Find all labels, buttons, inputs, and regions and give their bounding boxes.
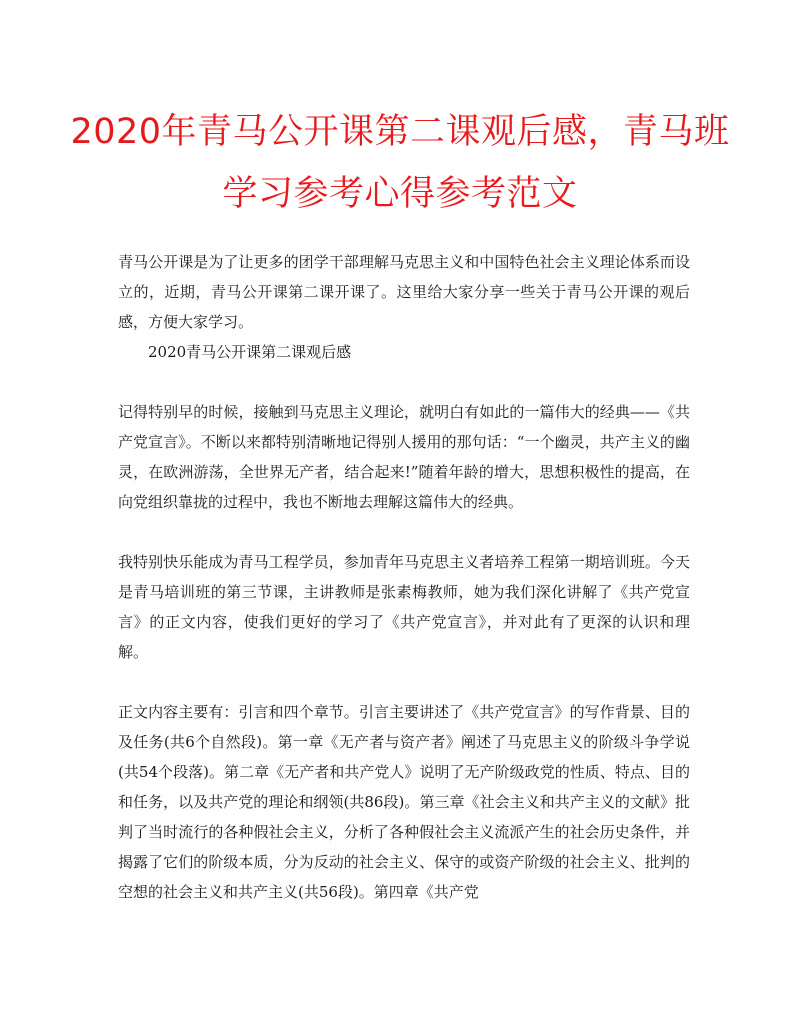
paragraph-intro: 青马公开课是为了让更多的团学干部理解马克思主义和中国特色社会主义理论体系而设立的，近期，青马公开课第二课开课了。这里给大家分享一些关于青马公开课的观后感，方便大家学习。 xyxy=(118,253,690,331)
paragraph-1: 记得特别早的时候，接触到马克思主义理论，就明白有如此的一篇伟大的经典——《共产党宣言》。不断以来都特别清晰地记得别人援用的那句话：“一个幽灵，共产主义的幽灵，在欧洲游荡，全世界无产者，结合起来!”随着年龄的增大，思想积极性的提高，在向党组织靠拢的过程中，我也不断地去理解这篇伟大的经典。 xyxy=(118,403,690,511)
document-body xyxy=(118,247,690,907)
paragraph-gap xyxy=(118,367,690,397)
paragraph-2: 我特别快乐能成为青马工程学员，参加青年马克思主义者培养工程第一期培训班。今天是青马培训班的第三节课，主讲教师是张素梅教师，她为我们深化讲解了《共产党宣言》的正文内容，使我们更好的学习了《共产党宣言》，并对此有了更深的认识和理解。 xyxy=(118,553,690,661)
paragraph-gap xyxy=(118,667,690,697)
document-title-line-1: 2020年青马公开课第二课观后感，青马班 xyxy=(70,112,730,152)
paragraph-gap xyxy=(118,517,690,547)
document-title-line-2: 学习参考心得参考范文 xyxy=(222,174,578,214)
section-subtitle: 2020青马公开课第二课观后感 xyxy=(148,343,352,361)
paragraph-3: 正文内容主要有：引言和四个章节。引言主要讲述了《共产党宣言》的写作背景、目的及任务(共6个自然段)。第一章《无产者与资产者》阐述了马克思主义的阶级斗争学说(共54个段落)。第二章《无产者和共产党人》说明了无产阶级政党的性质、特点、目的和任务，以及共产党的理论和纲领(共86段)。第三章《社会主义和共产主义的文献》批判了当时流行的各种假社会主义，分析了各种假社会主义流派产生的社会历史条件，并揭露了它们的阶级本质，分为反动的社会主义、保守的或资产阶级的社会主义、批判的空想的社会主义和共产主义(共56段)。第四章《共产党 xyxy=(118,703,690,901)
